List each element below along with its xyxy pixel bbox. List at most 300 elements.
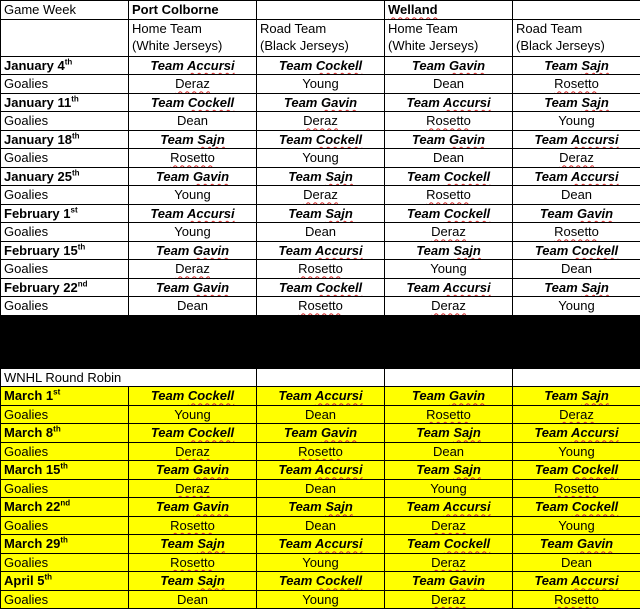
goalie-cell <box>513 442 640 461</box>
team-prefix: Team <box>288 168 322 184</box>
team-prefix: Team <box>288 205 322 221</box>
game-week-row <box>1 167 640 186</box>
goalie-name: Deraz <box>175 443 210 459</box>
week-day: 1 <box>45 388 54 404</box>
goalie-cell <box>385 75 513 94</box>
goalie-cell <box>385 223 513 242</box>
team-name: Accursi <box>442 94 491 110</box>
goalie-cell <box>129 149 257 168</box>
port-colborne-header: Port Colborne <box>129 1 257 20</box>
goalie-name: Deraz <box>559 406 594 422</box>
week-day-suffix: st <box>53 387 61 397</box>
goalies-label: Goalies <box>1 442 129 461</box>
week-month: February <box>4 205 60 221</box>
team-cell <box>513 387 640 406</box>
game-week-row <box>1 387 640 406</box>
week-day-suffix: st <box>70 205 78 215</box>
week-month: February <box>4 242 60 258</box>
goalie-cell <box>385 186 513 205</box>
team-prefix: Team <box>544 388 578 404</box>
team-prefix: Team <box>278 131 313 147</box>
goalie-cell <box>513 297 640 316</box>
blank-cell <box>513 368 640 387</box>
team-prefix: Team <box>155 168 190 184</box>
team-name: Cockell <box>315 573 363 589</box>
goalie-cell <box>257 590 385 609</box>
team-name: Cockell <box>315 57 363 73</box>
team-prefix: Team <box>278 57 313 73</box>
team-name: Gavin <box>192 168 230 184</box>
goalie-cell <box>257 297 385 316</box>
team-cell <box>257 424 385 443</box>
team-cell <box>129 424 257 443</box>
team-name: Cockell <box>187 94 235 110</box>
team-name: Gavin <box>448 388 486 404</box>
team-cell <box>129 535 257 554</box>
goalie-name: Rosetto <box>298 443 343 459</box>
goalie-name: Rosetto <box>170 517 215 533</box>
goalie-name: Dean <box>560 554 593 570</box>
team-name: Cockell <box>571 242 619 258</box>
team-prefix: Team <box>416 242 450 258</box>
week-day: 15 <box>63 242 78 258</box>
team-prefix: Team <box>411 57 446 73</box>
team-prefix: Team <box>539 536 574 552</box>
goalie-cell <box>513 186 640 205</box>
team-name: Accursi <box>186 57 235 73</box>
team-cell <box>385 204 513 223</box>
goalie-name: Deraz <box>303 187 338 203</box>
goalies-row <box>1 112 640 131</box>
goalie-cell <box>385 442 513 461</box>
goalie-cell <box>129 297 257 316</box>
goalies-row <box>1 405 640 424</box>
goalie-cell <box>257 149 385 168</box>
team-name: Cockell <box>571 462 619 478</box>
game-week-row <box>1 278 640 297</box>
team-prefix: Team <box>283 94 318 110</box>
team-cell <box>385 278 513 297</box>
goalie-cell <box>513 260 640 279</box>
week-date <box>1 278 129 297</box>
team-cell <box>257 461 385 480</box>
team-name: Sajn <box>197 131 225 147</box>
week-day-suffix: th <box>64 57 73 67</box>
round-robin-header-row <box>1 368 640 387</box>
goalie-name: Young <box>430 261 467 277</box>
team-name: Gavin <box>576 205 614 221</box>
team-prefix: Team <box>406 499 440 515</box>
goalie-cell <box>513 479 640 498</box>
week-day: 22 <box>45 499 61 515</box>
team-name: Gavin <box>320 425 358 441</box>
goalie-cell <box>129 479 257 498</box>
team-cell <box>513 572 640 591</box>
goalie-name: Deraz <box>431 224 466 240</box>
team-cell <box>129 387 257 406</box>
game-week-header: Game Week <box>1 1 129 20</box>
team-prefix: Team <box>534 462 569 478</box>
week-day-suffix: th <box>71 131 80 141</box>
blank-header-cell <box>513 1 640 20</box>
goalies-label: Goalies <box>1 590 129 609</box>
team-name: Cockell <box>443 205 491 221</box>
team-name: Gavin <box>192 499 230 515</box>
team-cell <box>257 498 385 517</box>
team-prefix: Team <box>160 536 194 552</box>
goalie-cell <box>385 479 513 498</box>
goalie-name: Deraz <box>175 261 210 277</box>
team-name: Accursi <box>186 205 235 221</box>
goalie-cell <box>129 112 257 131</box>
team-name: Sajn <box>581 94 609 110</box>
goalie-cell <box>129 442 257 461</box>
week-month: February <box>4 279 60 295</box>
team-cell <box>513 241 640 260</box>
week-day-suffix: th <box>44 572 53 582</box>
goalie-cell <box>257 223 385 242</box>
goalie-cell <box>129 553 257 572</box>
team-cell <box>385 93 513 112</box>
week-day-suffix: th <box>71 168 80 178</box>
team-name: Cockell <box>571 499 619 515</box>
goalie-name: Dean <box>176 298 209 314</box>
blank-cell <box>257 368 385 387</box>
week-day: 25 <box>57 168 72 184</box>
team-cell <box>129 498 257 517</box>
team-prefix: Team <box>544 279 578 295</box>
divider-cell <box>513 315 640 368</box>
week-day: 22 <box>63 279 78 295</box>
round-robin-label: WNHL Round Robin <box>1 368 257 387</box>
team-prefix: Team <box>278 279 313 295</box>
week-day-suffix: th <box>71 94 79 104</box>
team-name: Cockell <box>315 279 363 295</box>
game-week-row <box>1 93 640 112</box>
team-prefix: Team <box>155 462 190 478</box>
team-name: Accursi <box>314 536 363 552</box>
goalies-row <box>1 590 640 609</box>
goalies-label: Goalies <box>1 223 129 242</box>
team-cell <box>129 130 257 149</box>
road-team-header: Road Team (Black Jerseys) <box>257 19 385 56</box>
team-prefix: Team <box>155 242 190 258</box>
team-cell <box>385 535 513 554</box>
goalie-cell <box>513 590 640 609</box>
game-week-row <box>1 130 640 149</box>
goalie-cell <box>513 516 640 535</box>
goalie-name: Rosetto <box>426 113 471 129</box>
team-cell <box>513 204 640 223</box>
team-cell <box>129 167 257 186</box>
week-date <box>1 498 129 517</box>
week-date <box>1 241 129 260</box>
game-week-row <box>1 204 640 223</box>
blank-cell <box>385 368 513 387</box>
team-name: Accursi <box>314 388 363 404</box>
team-name: Sajn <box>453 462 481 478</box>
team-prefix: Team <box>411 131 446 147</box>
home-team-header: Home Team (White Jerseys) <box>129 19 257 56</box>
team-prefix: Team <box>150 57 184 73</box>
goalies-row <box>1 516 640 535</box>
team-prefix: Team <box>160 573 194 589</box>
game-week-row <box>1 56 640 75</box>
team-name: Cockell <box>315 131 363 147</box>
goalie-cell <box>257 553 385 572</box>
game-week-row <box>1 424 640 443</box>
team-name: Gavin <box>192 279 230 295</box>
goalie-name: Rosetto <box>170 150 215 166</box>
week-month: March <box>4 388 43 404</box>
goalies-row <box>1 479 640 498</box>
team-name: Gavin <box>192 462 230 478</box>
team-cell <box>513 130 640 149</box>
goalie-cell <box>129 516 257 535</box>
team-cell <box>385 498 513 517</box>
team-cell <box>257 204 385 223</box>
goalie-name: Deraz <box>303 113 338 129</box>
goalie-cell <box>513 112 640 131</box>
goalie-name: Dean <box>304 517 337 533</box>
week-month: January <box>4 94 54 110</box>
goalie-cell <box>129 405 257 424</box>
goalie-name: Deraz <box>431 298 466 314</box>
team-name: Gavin <box>320 94 358 110</box>
schedule-body <box>1 1 640 609</box>
team-name: Accursi <box>570 131 619 147</box>
team-prefix: Team <box>278 536 312 552</box>
week-day: 15 <box>45 462 61 478</box>
team-name: Cockell <box>187 425 235 441</box>
team-name: Cockell <box>443 536 491 552</box>
team-cell <box>257 535 385 554</box>
team-name: Accursi <box>442 499 491 515</box>
goalie-cell <box>385 260 513 279</box>
week-day: 4 <box>57 57 65 73</box>
team-prefix: Team <box>411 388 446 404</box>
team-name: Gavin <box>448 57 486 73</box>
team-prefix: Team <box>278 573 313 589</box>
goalies-row <box>1 149 640 168</box>
team-cell <box>257 387 385 406</box>
team-role-header-row <box>1 19 640 56</box>
team-prefix: Team <box>406 279 440 295</box>
team-prefix: Team <box>406 168 441 184</box>
goalie-cell <box>385 553 513 572</box>
goalie-cell <box>129 260 257 279</box>
team-cell <box>129 204 257 223</box>
goalie-cell <box>129 590 257 609</box>
goalies-label: Goalies <box>1 479 129 498</box>
week-day: 1 <box>63 205 71 221</box>
goalies-row <box>1 260 640 279</box>
team-prefix: Team <box>150 94 185 110</box>
team-name: Accursi <box>570 425 619 441</box>
goalie-name: Dean <box>304 406 337 422</box>
week-date <box>1 56 129 75</box>
goalie-cell <box>129 186 257 205</box>
week-day: 29 <box>45 536 61 552</box>
team-name: Sajn <box>581 388 609 404</box>
goalie-name: Rosetto <box>426 406 471 422</box>
team-name: Gavin <box>192 242 230 258</box>
goalie-name: Dean <box>560 261 593 277</box>
goalies-label: Goalies <box>1 186 129 205</box>
week-day: 18 <box>57 131 72 147</box>
week-date <box>1 93 129 112</box>
team-prefix: Team <box>534 168 568 184</box>
goalies-label: Goalies <box>1 405 129 424</box>
goalie-cell <box>385 590 513 609</box>
team-name: Accursi <box>314 462 363 478</box>
goalie-cell <box>385 149 513 168</box>
goalie-name: Rosetto <box>554 224 599 240</box>
goalie-name: Rosetto <box>554 76 599 92</box>
goalie-cell <box>385 112 513 131</box>
team-prefix: Team <box>406 536 441 552</box>
team-cell <box>385 130 513 149</box>
team-cell <box>129 56 257 75</box>
team-prefix: Team <box>534 242 569 258</box>
team-prefix: Team <box>278 388 312 404</box>
team-cell <box>257 572 385 591</box>
goalie-name: Dean <box>176 113 209 129</box>
team-name: Gavin <box>448 573 486 589</box>
goalie-name: Young <box>174 187 211 203</box>
week-day: 5 <box>37 573 45 589</box>
game-week-row <box>1 535 640 554</box>
team-prefix: Team <box>155 499 190 515</box>
team-cell <box>129 278 257 297</box>
team-cell <box>257 93 385 112</box>
team-cell <box>513 56 640 75</box>
team-prefix: Team <box>416 462 450 478</box>
team-cell <box>385 241 513 260</box>
week-month: March <box>4 536 43 552</box>
goalie-cell <box>257 405 385 424</box>
week-date <box>1 461 129 480</box>
goalie-cell <box>385 516 513 535</box>
team-prefix: Team <box>288 499 322 515</box>
team-prefix: Team <box>534 425 568 441</box>
team-prefix: Team <box>539 205 574 221</box>
team-name: Sajn <box>325 205 353 221</box>
team-name: Sajn <box>453 425 481 441</box>
team-cell <box>257 56 385 75</box>
team-prefix: Team <box>278 242 312 258</box>
goalie-name: Young <box>558 298 595 314</box>
goalie-name: Deraz <box>431 554 466 570</box>
goalie-name: Dean <box>176 591 209 607</box>
week-date <box>1 535 129 554</box>
team-name: Sajn <box>197 536 225 552</box>
team-prefix: Team <box>411 573 446 589</box>
team-prefix: Team <box>150 388 185 404</box>
goalie-name: Deraz <box>431 517 466 533</box>
team-name: Sajn <box>325 168 353 184</box>
blank-header-cell <box>257 1 385 20</box>
game-week-row <box>1 461 640 480</box>
team-prefix: Team <box>416 425 450 441</box>
week-date <box>1 387 129 406</box>
goalie-name: Deraz <box>175 76 210 92</box>
week-day-suffix: nd <box>60 498 71 508</box>
goalie-cell <box>129 75 257 94</box>
week-date <box>1 424 129 443</box>
team-cell <box>513 93 640 112</box>
goalies-label: Goalies <box>1 112 129 131</box>
divider-cell <box>257 315 385 368</box>
week-month: March <box>4 462 43 478</box>
team-prefix: Team <box>544 94 578 110</box>
goalie-name: Dean <box>304 480 337 496</box>
team-prefix: Team <box>160 131 194 147</box>
team-cell <box>513 167 640 186</box>
goalie-name: Deraz <box>431 591 466 607</box>
team-prefix: Team <box>406 205 441 221</box>
team-name: Cockell <box>443 168 491 184</box>
goalie-name: Rosetto <box>170 554 215 570</box>
goalie-name: Young <box>302 150 339 166</box>
goalie-name: Young <box>302 591 339 607</box>
game-week-row <box>1 498 640 517</box>
divider-cell <box>385 315 513 368</box>
goalie-name: Rosetto <box>426 187 471 203</box>
goalies-row <box>1 553 640 572</box>
goalies-label: Goalies <box>1 553 129 572</box>
goalies-row <box>1 297 640 316</box>
goalie-cell <box>513 553 640 572</box>
team-cell <box>257 241 385 260</box>
goalies-label: Goalies <box>1 75 129 94</box>
team-cell <box>129 461 257 480</box>
goalie-cell <box>129 223 257 242</box>
goalies-row <box>1 442 640 461</box>
week-date <box>1 167 129 186</box>
game-week-row <box>1 572 640 591</box>
team-name: Sajn <box>581 279 609 295</box>
goalies-label: Goalies <box>1 260 129 279</box>
team-cell <box>129 572 257 591</box>
goalie-name: Young <box>558 113 595 129</box>
goalie-name: Dean <box>304 224 337 240</box>
team-name: Accursi <box>314 242 363 258</box>
blank-header-cell <box>1 19 129 56</box>
goalies-row <box>1 186 640 205</box>
team-name: Accursi <box>442 279 491 295</box>
week-month: January <box>4 131 54 147</box>
week-month: March <box>4 499 43 515</box>
road-team-header: Road Team (Black Jerseys) <box>513 19 640 56</box>
week-day-suffix: th <box>77 242 86 252</box>
week-month: April <box>4 573 34 589</box>
team-prefix: Team <box>150 205 184 221</box>
team-prefix: Team <box>278 462 312 478</box>
team-prefix: Team <box>283 425 318 441</box>
goalies-row <box>1 223 640 242</box>
goalie-cell <box>257 75 385 94</box>
team-cell <box>385 572 513 591</box>
week-day-suffix: th <box>60 461 68 471</box>
goalie-cell <box>257 260 385 279</box>
week-day: 11 <box>57 94 72 110</box>
goalie-cell <box>513 405 640 424</box>
week-day-suffix: nd <box>77 279 88 289</box>
week-month: January <box>4 168 54 184</box>
team-name: Sajn <box>453 242 481 258</box>
team-cell <box>385 461 513 480</box>
